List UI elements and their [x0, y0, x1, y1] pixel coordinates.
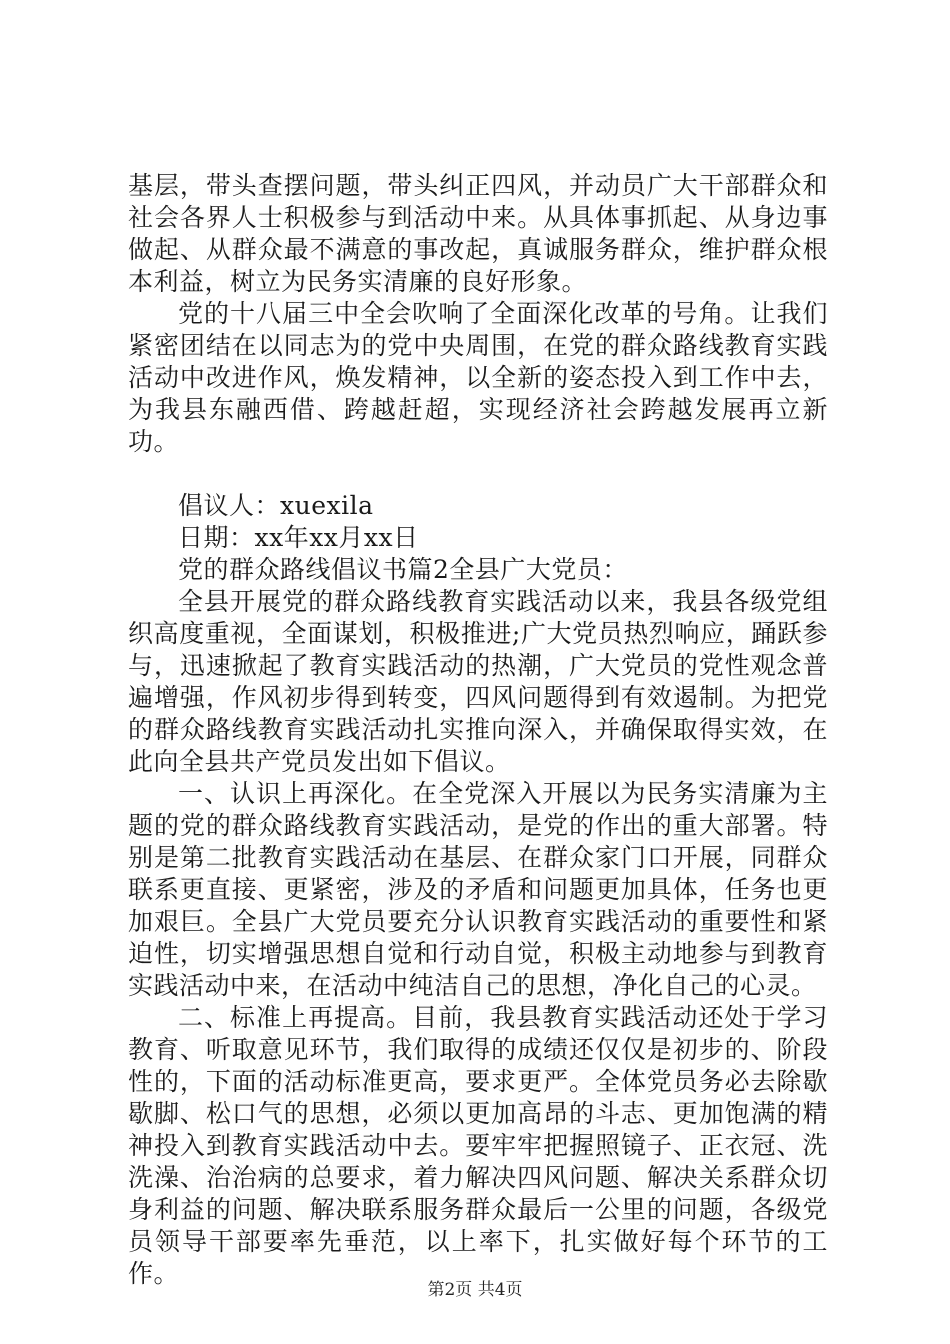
page-footer: 第2页 共4页 — [427, 1280, 523, 1300]
paragraph-gap — [128, 458, 828, 490]
paragraph-call-to-action: 党的十八届三中全会吹响了全面深化改革的号角。让我们紧密团结在以同志为的党中央周围，在党的群众路线教育实践活动中改进作风，焕发精神，以全新的姿态投入到工作中去，为我县东融西借、跨越赶超，实现经济社会跨越发展再立新功。 — [128, 299, 828, 456]
section-heading: 党的群众路线倡议书篇2全县广大党员： — [178, 555, 628, 584]
document-body — [128, 170, 828, 1290]
paragraph-point-two: 二、标准上再提高。目前，我县教育实践活动还处于学习教育、听取意见环节，我们取得的成绩还仅仅是初步的、阶段性的，下面的活动标准更高，要求更严。全体党员务必去除歇歇脚、松口气的思想，必须以更加高昂的斗志、更加饱满的精神投入到教育实践活动中去。要牢牢把握照镜子、正衣冠、洗洗澡、治治病的总要求，着力解决四风问题、解决关系群众切身利益的问题、解决联系服务群众最后一公里的问题，各级党员领导干部要率先垂范，以上率下，扎实做好每个环节的工作。 — [128, 1003, 828, 1288]
date-line: 日期：xx年xx月xx日 — [178, 523, 419, 552]
paragraph-point-one: 一、认识上再深化。在全党深入开展以为民务实清廉为主题的党的群众路线教育实践活动，是党的作出的重大部署。特别是第二批教育实践活动在基层、在群众家门口开展，同群众联系更直接、更紧密，涉及的矛盾和问题更加具体，任务也更加艰巨。全县广大党员要充分认识教育实践活动的重要性和紧迫性，切实增强思想自觉和行动自觉，积极主动地参与到教育实践活动中来，在活动中纯洁自己的思想，净化自己的心灵。 — [128, 779, 828, 1000]
paragraph-continuation: 基层，带头查摆问题，带头纠正四风，并动员广大干部群众和社会各界人士积极参与到活动中来。从具体事抓起、从身边事做起、从群众最不满意的事改起，真诚服务群众，维护群众根本利益，树立为民务实清廉的良好形象。 — [128, 171, 828, 296]
paragraph-intro: 全县开展党的群众路线教育实践活动以来，我县各级党组织高度重视，全面谋划，积极推进;广大党员热烈响应，踊跃参与，迅速掀起了教育实践活动的热潮，广大党员的党性观念普遍增强，作风初步得到转变，四风问题得到有效遏制。为把党的群众路线教育实践活动扎实推向深入，并确保取得实效，在此向全县共产党员发出如下倡议。 — [128, 587, 828, 776]
initiator-line: 倡议人：xuexila — [178, 491, 374, 520]
